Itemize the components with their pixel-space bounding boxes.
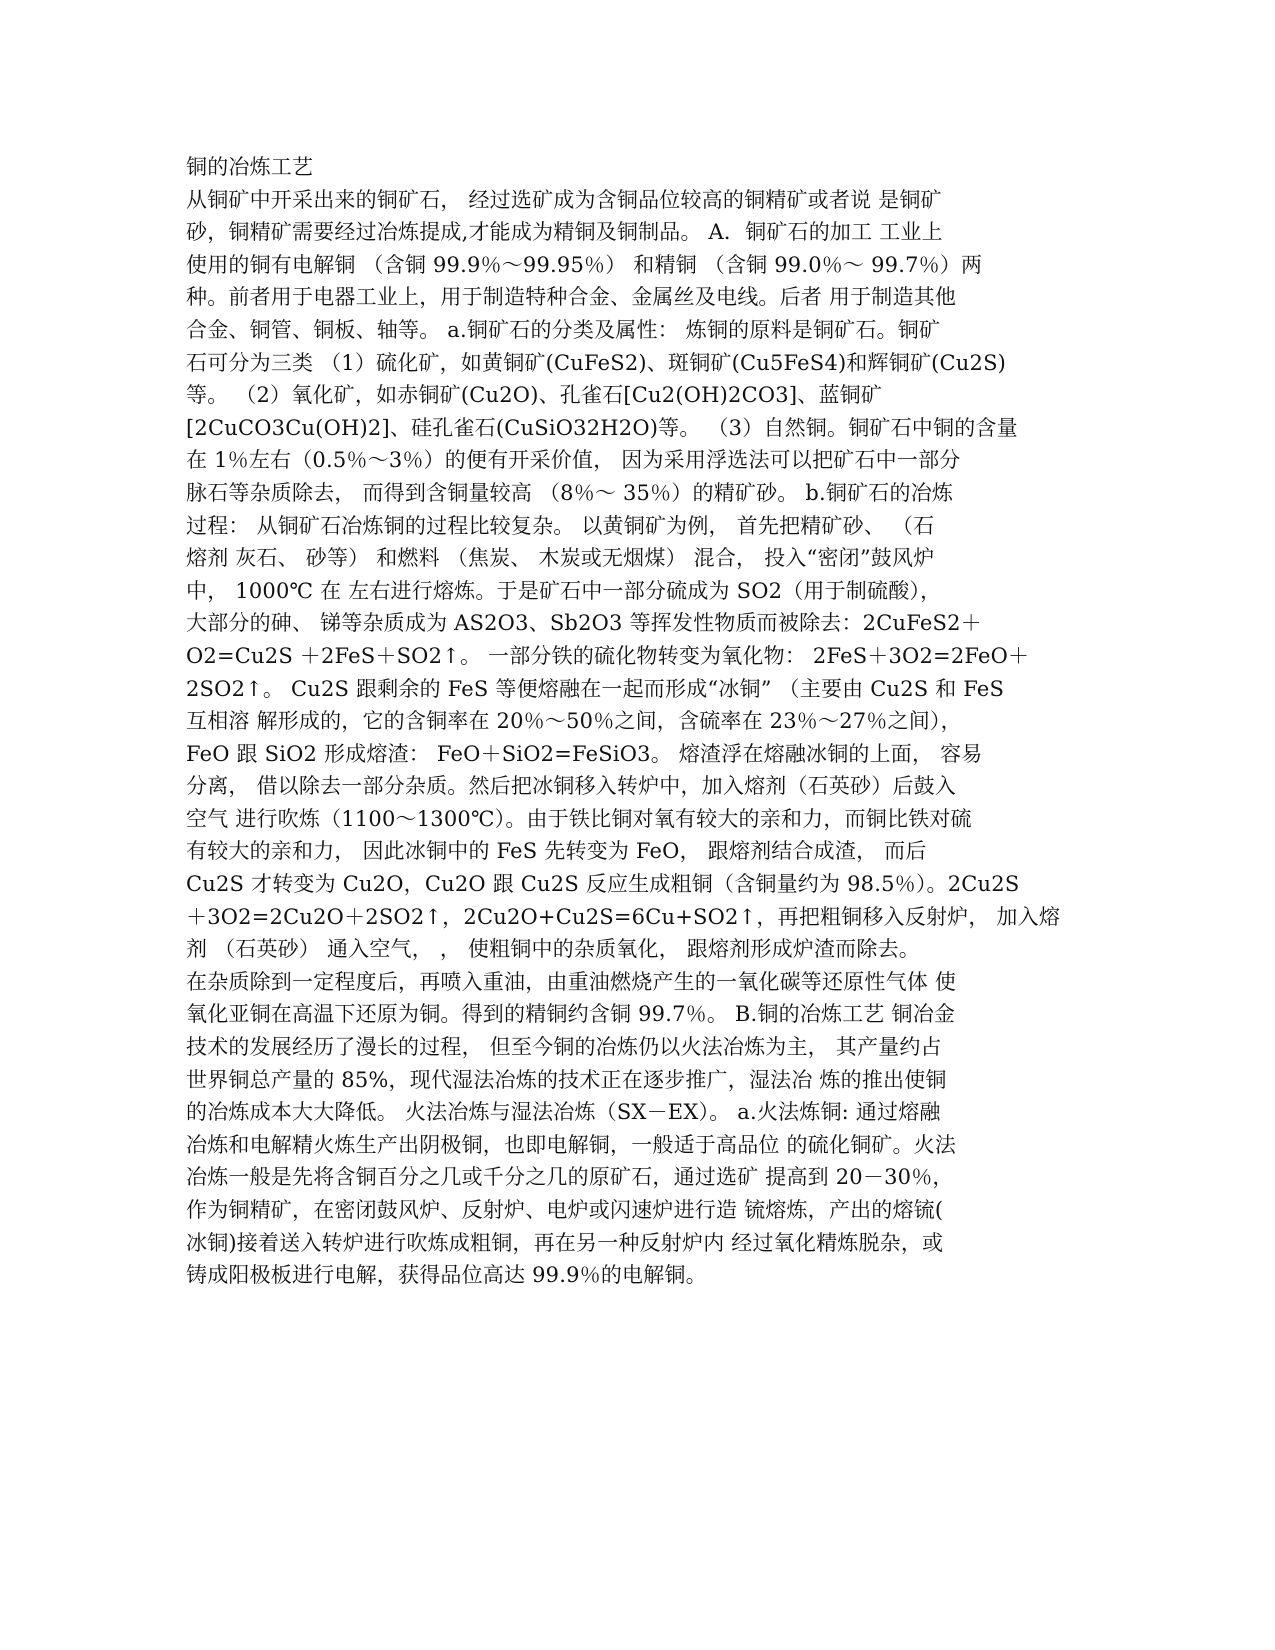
body-line: 冶炼和电解精火炼生产出阴极铜，也即电解铜，一般适于高品位 的硫化铜矿。火法 <box>186 1132 957 1157</box>
body-line: 在杂质除到一定程度后，再喷入重油，由重油燃烧产生的一氧化碳等还原性气体 使 <box>186 969 957 994</box>
body-line: 技术的发展经历了漫长的过程， 但至今铜的冶炼仍以火法冶炼为主， 其产量约占 <box>186 1035 942 1060</box>
body-line: FeO 跟 SiO2 形成熔渣： FeO＋SiO2=FeSiO3。 熔渣浮在熔融冰铜的上面， 容易 <box>186 741 983 766</box>
body-line: 过程： 从铜矿石冶炼铜的过程比较复杂。 以黄铜矿为例， 首先把精矿砂、 （石 <box>186 513 935 538</box>
body-line: 种。前者用于电器工业上，用于制造特种合金、金属丝及电线。后者 用于制造其他 <box>186 285 957 310</box>
body-line: 世界铜总产量的 85%，现代湿法冶炼的技术正在逐步推广，湿法冶 炼的推出使铜 <box>186 1067 947 1092</box>
body-line: 冰铜)接着送入转炉进行吹炼成粗铜，再在另一种反射炉内 经过氧化精炼脱杂，或 <box>186 1230 944 1255</box>
body-line: 熔剂 灰石、 砂等） 和燃料 （焦炭、 木炭或无烟煤） 混合， 投入“密闭”鼓风炉 <box>186 546 935 571</box>
body-line: 从铜矿中开采出来的铜矿石， 经过选矿成为含铜品位较高的铜精矿或者说 是铜矿 <box>186 187 942 212</box>
document-body <box>186 151 1116 1292</box>
body-line: ＋3O2=2Cu2O＋2SO2↑，2Cu2O+Cu2S=6Cu+SO2↑，再把粗铜移入反射炉， 加入熔 <box>186 904 1061 929</box>
body-line: 等。 （2）氧化矿，如赤铜矿(Cu2O)、孔雀石[Cu2(OH)2CO3]、蓝铜矿 <box>186 383 883 408</box>
body-line: 的冶炼成本大大降低。 火法冶炼与湿法冶炼（SX－EX）。 a.火法炼铜: 通过熔融 <box>186 1100 941 1125</box>
body-line: 2SO2↑。 Cu2S 跟剩余的 FeS 等便熔融在一起而形成“冰铜” （主要由 Cu2S 和 FeS <box>186 676 1005 701</box>
body-line: 分离， 借以除去一部分杂质。然后把冰铜移入转炉中，加入熔剂（石英砂）后鼓入 <box>186 774 957 799</box>
body-line: 作为铜精矿，在密闭鼓风炉、反射炉、电炉或闪速炉进行造 锍熔炼，产出的熔锍( <box>186 1198 944 1222</box>
body-line: 冶炼一般是先将含铜百分之几或千分之几的原矿石，通过选矿 提高到 20－30％， <box>186 1165 954 1190</box>
body-line: 铸成阳极板进行电解，获得品位高达 99.9％的电解铜。 <box>186 1263 707 1288</box>
body-line: 石可分为三类 （1）硫化矿，如黄铜矿(CuFeS2)、斑铜矿(Cu5FeS4)和辉铜矿(Cu2S) <box>186 350 1007 375</box>
body-line: 中， 1000℃ 在 左右进行熔炼。于是矿石中一部分硫成为 SO2（用于制硫酸）， <box>186 578 942 603</box>
body-line: 使用的铜有电解铜 （含铜 99.9％～99.95％） 和精铜 （含铜 99.0％～ 99.7％）两 <box>186 252 983 277</box>
body-line: 脉石等杂质除去， 而得到含铜量较高 （8％～ 35％）的精矿砂。 b.铜矿石的冶炼 <box>186 480 954 505</box>
document-title: 铜的冶炼工艺 <box>186 155 314 179</box>
body-line: 剂 （石英砂） 通入空气， ， 使粗铜中的杂质氧化， 跟熔剂形成炉渣而除去。 <box>186 937 920 962</box>
body-line: 有较大的亲和力， 因此冰铜中的 FeS 先转变为 FeO， 跟熔剂结合成渣， 而后 <box>186 839 927 864</box>
body-line: 大部分的砷、 锑等杂质成为 AS2O3、Sb2O3 等挥发性物质而被除去：2CuFeS2＋ <box>186 611 982 636</box>
body-line: 互相溶 解形成的，它的含铜率在 20％～50％之间，含硫率在 23％～27％之间）， <box>186 709 962 734</box>
body-line: O2=Cu2S ＋2FeS＋SO2↑。 一部分铁的硫化物转变为氧化物： 2FeS＋3O2=2FeO＋ <box>186 643 1030 668</box>
body-line: 在 1％左右（0.5％～3％）的便有开采价值， 因为采用浮选法可以把矿石中一部分 <box>186 448 961 473</box>
body-line: 氧化亚铜在高温下还原为铜。得到的精铜约含铜 99.7％。 B.铜的冶炼工艺 铜冶金 <box>186 1002 956 1027</box>
body-line: [2CuCO3Cu(OH)2]、硅孔雀石(CuSiO32H2O)等。 （3）自然铜。铜矿石中铜的含量 <box>186 415 1018 440</box>
body-line: 空气 进行吹炼（1100～1300℃）。由于铁比铜对氧有较大的亲和力，而铜比铁对硫 <box>186 806 972 831</box>
body-line: 砂，铜精矿需要经过冶炼提成,才能成为精铜及铜制品。 A．铜矿石的加工 工业上 <box>186 220 943 245</box>
body-line: Cu2S 才转变为 Cu2O，Cu2O 跟 Cu2S 反应生成粗铜（含铜量约为 98.5％）。2Cu2S <box>186 872 1020 897</box>
body-line: 合金、铜管、铜板、轴等。 a.铜矿石的分类及属性： 炼铜的原料是铜矿石。铜矿 <box>186 317 941 342</box>
